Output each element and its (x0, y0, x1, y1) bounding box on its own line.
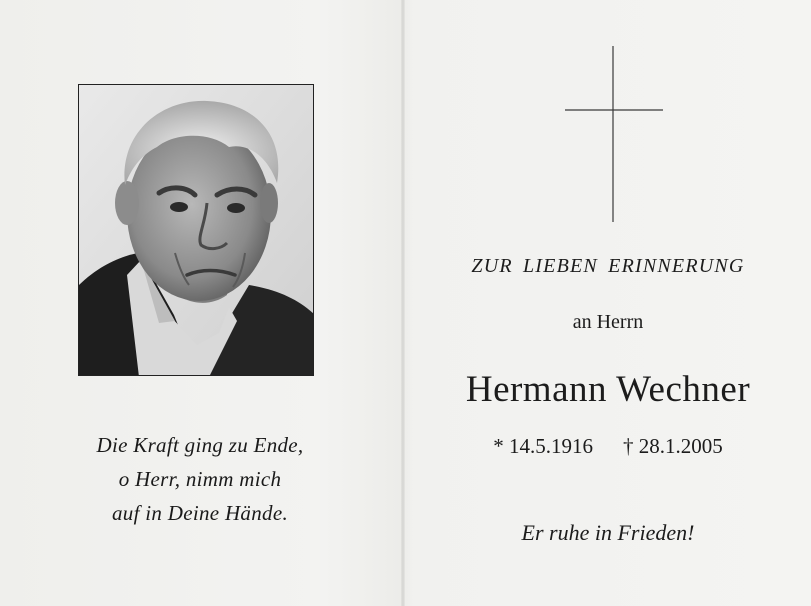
death-date: † 28.1.2005 (623, 434, 723, 458)
life-dates (405, 434, 811, 459)
verse-line: auf in Deine Hände. (112, 501, 288, 525)
address-line: an Herrn (572, 311, 644, 333)
cross-icon (563, 44, 665, 224)
birth-date: * 14.5.1916 (493, 434, 593, 458)
portrait-photo (78, 84, 314, 376)
page-fold (401, 0, 405, 606)
deceased-name: Hermann Wechner (465, 369, 751, 410)
verse-line: o Herr, nimm mich (118, 467, 282, 491)
memorial-heading: ZUR LIEBEN ERINNERUNG (471, 255, 745, 277)
closing-line: Er ruhe in Frieden! (521, 520, 695, 545)
verse-line: Die Kraft ging zu Ende, (96, 433, 304, 457)
verse (30, 428, 370, 530)
